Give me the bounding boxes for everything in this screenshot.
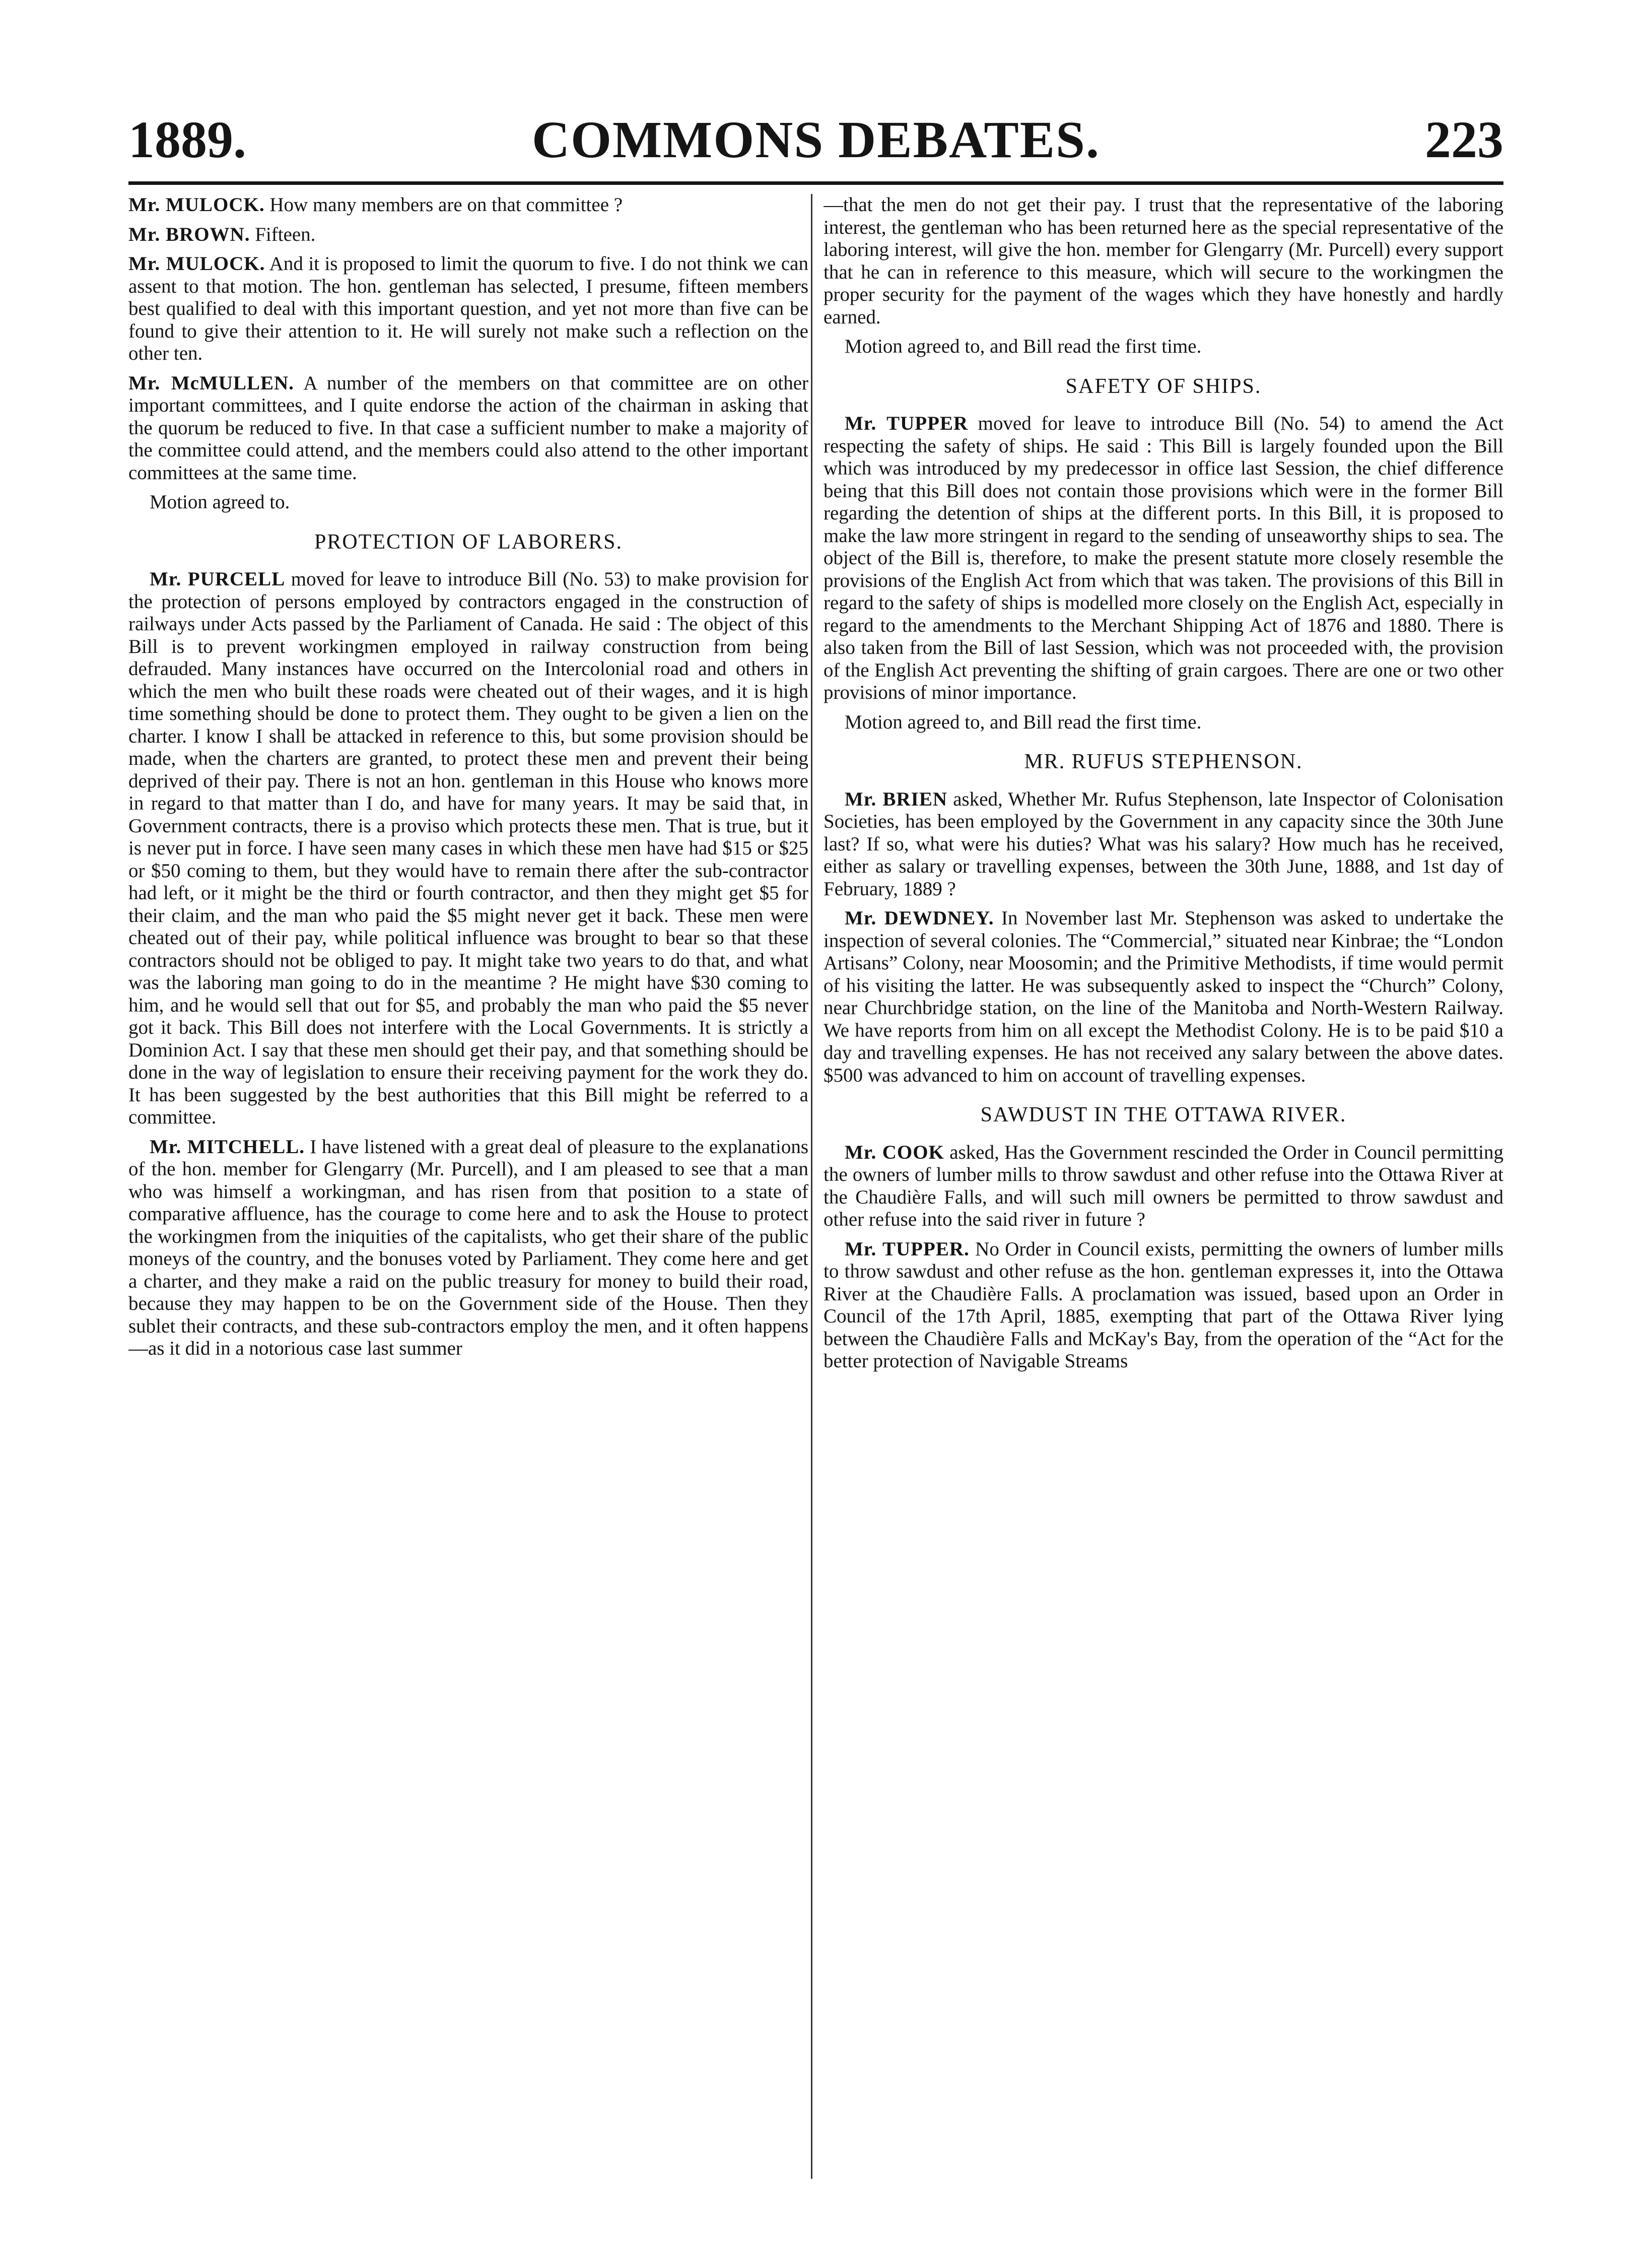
section-heading: SAWDUST IN THE OTTAWA RIVER. bbox=[980, 1103, 1347, 1126]
paragraph-text: moved for leave to introduce Bill (No. 54) to amend the Act respecting the safety of ships. He said : This Bill is largely founded upon the Bill which was introduced by my predecessor in office last Session, the chief difference being that this Bill does not contain those provisions which were in the former Bill regarding the detention of ships at the different ports. In this Bill, it is proposed to make the law more stringent in regard to the sending of unseaworthy ships to sea. The object of the Bill is, therefore, to make the present statute more closely resemble the provisions of the English Act from which that was taken. The provisions of this Bill in regard to the safety of ships is modelled more closely on the English Act, especially in regard to the amendments to the Merchant Shipping Act of 1876 and 1880. There is also taken from the Bill of last Session, which was not proceeded with, the provision of the English Act preventing the shifting of grain cargoes. There are one or two other provisions of minor importance. bbox=[824, 413, 1503, 703]
speaker-name: Mr. BRIEN bbox=[845, 788, 948, 810]
paragraph-text: Motion agreed to, and Bill read the first time. bbox=[845, 711, 1202, 733]
paragraph-text: I have listened with a great deal of pleasure to the explanations of the hon. member for Glengarry (Mr. Purcell), and I am pleased to see that a man who was himself a workingman, and has risen from that position to a state of comparative affluence, has the courage to come here and to ask the House to protect the workingmen from the iniquities of the capitalists, who get their share of the public moneys of the country, and the bonuses voted by Parliament. They come here and get a charter, and they make a raid on the public treasury for money to build their road, because they may happen to be on the Government side of the House. Then they sublet their contracts, and these sub-contractors employ the men, and it often happens—as it did in a notorious case last summer bbox=[128, 1136, 808, 1359]
right-column bbox=[824, 194, 1503, 2179]
paragraph bbox=[128, 194, 808, 217]
paragraph-text: asked, Whether Mr. Rufus Stephenson, late Inspector of Colonisation Societies, has been employed by the Government in any capacity since the 30th June last? If so, what were his duties? What was his salary? How much has he received, either as salary or travelling expenses, between the 30th June, 1888, and 1st day of February, 1889 ? bbox=[824, 788, 1503, 900]
paragraph bbox=[128, 224, 808, 246]
speaker-name: Mr. MULOCK. bbox=[128, 253, 265, 275]
left-column bbox=[128, 194, 808, 2179]
page-header bbox=[128, 110, 1503, 185]
paragraph bbox=[824, 413, 1503, 704]
header-title: COMMONS DEBATES. bbox=[532, 111, 1100, 169]
paragraph bbox=[824, 1238, 1503, 1373]
paragraph bbox=[824, 1142, 1503, 1231]
paragraph-text: No Order in Council exists, permitting the owners of lumber mills to throw sawdust and other refuse as the hon. gentleman expresses it, into the Ottawa River at the Chaudière Falls. A proclamation was issued, based upon an Order in Council of the 17th April, 1885, exempting that part of the Ottawa River lying between the Chaudière Falls and McKay's Bay, from the operation of the “Act for the better protection of Navigable Streams bbox=[824, 1238, 1503, 1372]
speaker-name: Mr. PURCELL bbox=[150, 568, 286, 590]
speaker-name: Mr. MULOCK. bbox=[128, 194, 265, 216]
paragraph bbox=[128, 1136, 808, 1360]
speaker-name: Mr. MITCHELL. bbox=[150, 1136, 305, 1158]
section-heading: SAFETY OF SHIPS. bbox=[1065, 374, 1262, 398]
speaker-name: Mr. McMULLEN. bbox=[128, 372, 294, 394]
paragraph-text: How many members are on that committee ? bbox=[269, 194, 623, 216]
paragraph bbox=[824, 788, 1503, 901]
paragraph-text: asked, Has the Government rescinded the Order in Council permitting the owners of lumber mills to throw sawdust and other refuse into the Ottawa River at the Chaudière Falls, and will such mill owners be permitted to throw sawdust and other refuse into the said river in future ? bbox=[824, 1141, 1503, 1230]
paragraph bbox=[128, 491, 808, 514]
paragraph bbox=[824, 711, 1503, 734]
speaker-name: Mr. DEWDNEY. bbox=[845, 907, 994, 929]
paragraph bbox=[824, 907, 1503, 1087]
header-year: 1889. bbox=[128, 111, 246, 169]
header-page-number: 223 bbox=[1425, 111, 1503, 169]
paragraph-text: Fifteen. bbox=[255, 223, 316, 245]
paragraph bbox=[824, 194, 1503, 328]
paragraph-text: A number of the members on that committee are on other important committees, and I quite endorse the action of the chairman in asking that the quorum be reduced to five. In that case a sufficient number to make a majority of the committee could attend, and the members could also attend to the other important committees at the same time. bbox=[128, 372, 808, 484]
section-heading: PROTECTION OF LABORERS. bbox=[314, 530, 623, 554]
header-rule bbox=[128, 181, 1503, 185]
paragraph-text: And it is proposed to limit the quorum to five. I do not think we can assent to that motion. The hon. gentleman has selected, I presume, fifteen members best qualified to deal with this important question, and yet not more than five can be found to give their attention to it. He will surely not make such a reflection on the other ten. bbox=[128, 253, 808, 364]
speaker-name: Mr. TUPPER bbox=[845, 413, 969, 434]
section-heading: MR. RUFUS STEPHENSON. bbox=[1024, 750, 1303, 773]
paragraph bbox=[128, 253, 808, 365]
speaker-name: Mr. BROWN. bbox=[128, 223, 250, 245]
speaker-name: Mr. COOK bbox=[845, 1141, 944, 1163]
column-divider bbox=[811, 194, 812, 2179]
paragraph bbox=[128, 372, 808, 485]
paragraph-text: —that the men do not get their pay. I trust that the representative of the laboring interest, the gentleman who has been returned here as the special representative of the laboring interest, will give the hon. member for Glengarry (Mr. Purcell) every support that he can in reference to this measure, which will secure to the workingmen the proper security for the payment of the wages which they have honestly and hardly earned. bbox=[824, 194, 1503, 328]
speaker-name: Mr. TUPPER. bbox=[845, 1238, 970, 1260]
paragraph bbox=[128, 568, 808, 1129]
paragraph-text: Motion agreed to. bbox=[150, 491, 290, 513]
paragraph bbox=[824, 336, 1503, 358]
paragraph-text: moved for leave to introduce Bill (No. 53) to make provision for the protection of persons employed by contractors engaged in the construction of railways under Acts passed by the Parliament of Canada. He said : The object of this Bill is to prevent workingmen employed in railway construction from being defrauded. Many instances have occurred on the Intercolonial road and others in which the men who built these roads were cheated out of their wages, and it is high time something should be done to protect them. They ought to be given a lien on the charter. I know I shall be attacked in reference to this, but some provision should be made, when the charters are granted, to protect these men and prevent their being deprived of their pay. There is not an hon. gentleman in this House who knows more in regard to that matter than I do, and have for many years. It may be said that, in Government contracts, there is a proviso which protects these men. That is true, but it is never put in force. I have seen many cases in which these men have had $15 or $25 or $50 coming to them, but they would have to remain there after the sub-contractor had left, or it might be the third or fourth contractor, and then they might get $5 for their claim, and the man who paid the $5 might never get it back. These men were cheated out of their pay, while political influence was brought to bear so that these contractors should not be obliged to pay. It might take two years to do that, and what was the laboring man going to do in the meantime ? He might have $30 coming to him, and he would sell that out for $5, and probably the man who paid the $5 never got it back. This Bill does not interfere with the Local Governments. It is strictly a Dominion Act. I say that these men should get their pay, and that something should be done in the way of legislation to ensure their receiving payment for the work they do. It has been suggested by the best authorities that this Bill might be referred to a committee. bbox=[128, 568, 808, 1128]
paragraph-text: Motion agreed to, and Bill read the first time. bbox=[845, 336, 1202, 357]
paragraph-text: In November last Mr. Stephenson was asked to undertake the inspection of several colonies. The “Commercial,” situated near Kinbrae; the “London Artisans” Colony, near Moosomin; and the Primitive Methodists, if time would permit of his visiting the latter. He was subsequently asked to inspect the “Church” Colony, near Churchbridge station, on the line of the Manitoba and North-Western Railway. We have reports from him on all except the Methodist Colony. He is to be paid $10 a day and travelling expenses. He has not received any salary between the above dates. $500 was advanced to him on account of travelling expenses. bbox=[824, 907, 1503, 1086]
